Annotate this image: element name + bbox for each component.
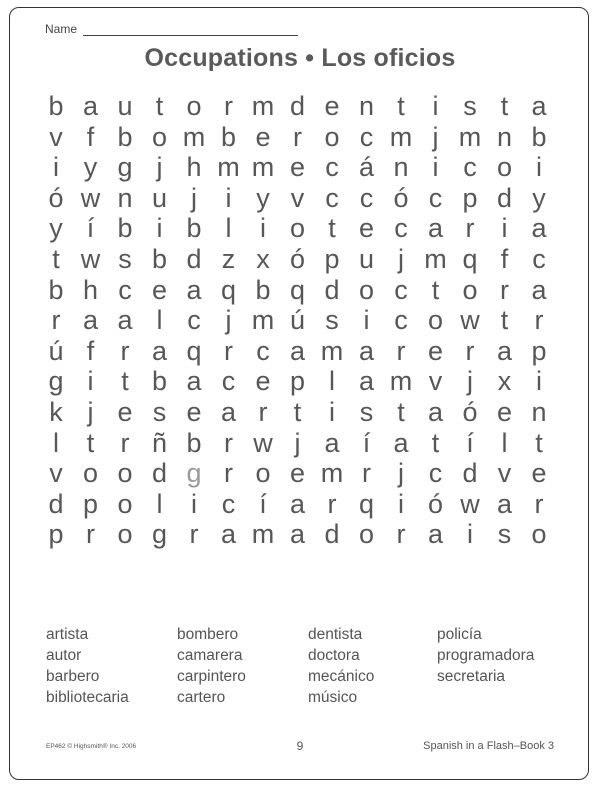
- grid-row: [0, 275, 600, 305]
- grid-letter[interactable]: i: [260, 213, 266, 244]
- grid-row: [0, 397, 600, 427]
- grid-letter[interactable]: m: [389, 366, 413, 397]
- grid-letter[interactable]: c: [118, 274, 132, 305]
- grid-letter[interactable]: b: [255, 274, 271, 305]
- grid-letter[interactable]: w: [253, 427, 273, 458]
- grid-letter[interactable]: u: [151, 182, 168, 213]
- grid-letter[interactable]: i: [501, 213, 508, 244]
- grid-letter[interactable]: m: [251, 91, 275, 121]
- grid-letter[interactable]: y: [256, 182, 270, 213]
- grid-letter[interactable]: q: [358, 488, 375, 519]
- grid-letter[interactable]: e: [255, 366, 271, 397]
- grid-letter[interactable]: j: [294, 427, 301, 458]
- grid-letter[interactable]: r: [120, 427, 130, 458]
- page-title: Occupations • Los oficios: [144, 44, 456, 72]
- grid-letter[interactable]: x: [256, 244, 270, 274]
- grid-letter[interactable]: b: [186, 213, 202, 244]
- grid-letter[interactable]: á: [358, 152, 375, 183]
- grid-letter[interactable]: g: [151, 519, 168, 550]
- grid-letter[interactable]: l: [156, 305, 163, 336]
- grid-letter[interactable]: i: [329, 397, 335, 427]
- grid-letter[interactable]: a: [427, 397, 444, 427]
- grid-letter[interactable]: o: [462, 274, 478, 305]
- grid-letter[interactable]: e: [496, 397, 513, 427]
- grid-letter[interactable]: i: [536, 152, 542, 183]
- grid-letter[interactable]: i: [225, 182, 232, 213]
- grid-letter[interactable]: v: [428, 366, 443, 397]
- grid-letter[interactable]: c: [325, 152, 339, 183]
- grid-letter[interactable]: f: [500, 244, 509, 274]
- grid-letter[interactable]: e: [531, 458, 547, 489]
- grid-letter[interactable]: a: [358, 366, 375, 397]
- word-list-item: programadora: [437, 647, 535, 664]
- grid-letter[interactable]: a: [220, 519, 237, 550]
- grid-letter[interactable]: í: [466, 427, 474, 458]
- grid-letter[interactable]: r: [224, 458, 233, 489]
- grid-letter[interactable]: i: [53, 152, 59, 183]
- grid-letter[interactable]: j: [87, 397, 94, 427]
- grid-letter[interactable]: p: [324, 244, 340, 274]
- grid-letter[interactable]: w: [80, 182, 101, 213]
- grid-letter[interactable]: c: [463, 152, 477, 183]
- grid-row: [0, 244, 600, 274]
- grid-letter[interactable]: b: [531, 121, 547, 152]
- grid-letter[interactable]: b: [151, 366, 168, 397]
- grid-letter[interactable]: p: [82, 488, 99, 519]
- grid-letter[interactable]: m: [320, 335, 344, 366]
- grid-letter[interactable]: e: [289, 152, 306, 183]
- grid-letter[interactable]: d: [289, 91, 306, 121]
- grid-letter[interactable]: n: [393, 152, 409, 183]
- grid-letter[interactable]: d: [324, 519, 340, 550]
- grid-letter[interactable]: d: [48, 488, 64, 519]
- grid-letter[interactable]: r: [120, 335, 130, 366]
- grid-letter[interactable]: v: [49, 458, 63, 489]
- grid-letter[interactable]: c: [359, 182, 374, 213]
- word-list-item: bombero: [177, 626, 239, 643]
- grid-letter[interactable]: a: [496, 488, 513, 519]
- grid-letter[interactable]: a: [82, 91, 99, 121]
- grid-letter[interactable]: s: [463, 91, 477, 121]
- grid-letter[interactable]: v: [497, 458, 512, 489]
- grid-row: [0, 428, 600, 458]
- grid-letter[interactable]: s: [359, 397, 374, 427]
- word-list-item: dentista: [308, 626, 363, 643]
- grid-letter[interactable]: m: [251, 519, 275, 550]
- grid-letter[interactable]: t: [500, 305, 509, 336]
- grid-letter[interactable]: ó: [462, 397, 478, 427]
- grid-letter[interactable]: m: [458, 121, 482, 152]
- grid-letter[interactable]: g: [117, 152, 133, 183]
- grid-letter[interactable]: a: [496, 335, 513, 366]
- grid-letter[interactable]: r: [86, 519, 95, 550]
- grid-letter[interactable]: a: [186, 274, 202, 305]
- grid-letter[interactable]: r: [465, 335, 475, 366]
- grid-letter[interactable]: y: [532, 182, 546, 213]
- grid-letter[interactable]: d: [151, 458, 168, 489]
- copyright-notice: EP462 © Highsmith® Inc. 2006: [46, 743, 137, 750]
- grid-letter[interactable]: t: [431, 274, 440, 305]
- grid-letter[interactable]: s: [497, 519, 512, 550]
- grid-letter[interactable]: a: [531, 274, 547, 305]
- grid-letter[interactable]: ó: [289, 244, 306, 274]
- grid-letter[interactable]: m: [424, 244, 447, 274]
- grid-letter[interactable]: b: [186, 427, 202, 458]
- word-list-item: barbero: [46, 668, 100, 685]
- grid-letter[interactable]: r: [396, 335, 406, 366]
- grid-letter[interactable]: a: [427, 519, 444, 550]
- grid-letter[interactable]: i: [363, 305, 370, 336]
- grid-letter[interactable]: d: [496, 182, 513, 213]
- grid-letter[interactable]: h: [186, 152, 202, 183]
- grid-letter[interactable]: r: [189, 519, 199, 550]
- grid-letter[interactable]: c: [359, 121, 374, 152]
- grid-letter[interactable]: i: [536, 366, 542, 397]
- grid-letter[interactable]: i: [191, 488, 197, 519]
- grid-letter[interactable]: o: [496, 152, 513, 183]
- grid-letter[interactable]: a: [427, 213, 444, 244]
- grid-letter[interactable]: y: [49, 213, 63, 244]
- grid-letter[interactable]: t: [535, 427, 543, 458]
- grid-letter[interactable]: t: [52, 244, 60, 274]
- grid-letter[interactable]: n: [496, 121, 513, 152]
- grid-letter[interactable]: l: [501, 427, 508, 458]
- grid-letter[interactable]: r: [293, 121, 302, 152]
- grid-letter[interactable]: c: [394, 274, 408, 305]
- grid-letter[interactable]: c: [394, 305, 408, 336]
- grid-letter[interactable]: l: [156, 488, 163, 519]
- grid-letter[interactable]: r: [465, 213, 475, 244]
- grid-letter[interactable]: w: [460, 488, 480, 519]
- grid-letter[interactable]: o: [151, 121, 168, 152]
- grid-letter[interactable]: ú: [289, 305, 306, 336]
- grid-letter[interactable]: r: [258, 397, 268, 427]
- grid-letter[interactable]: m: [217, 152, 240, 183]
- grid-letter[interactable]: n: [531, 397, 547, 427]
- grid-letter[interactable]: r: [362, 458, 371, 489]
- grid-letter[interactable]: e: [186, 397, 202, 427]
- grid-letter[interactable]: a: [393, 427, 409, 458]
- grid-letter[interactable]: n: [117, 182, 133, 213]
- grid-letter[interactable]: b: [151, 244, 168, 274]
- grid-letter[interactable]: a: [151, 335, 168, 366]
- grid-letter[interactable]: ó: [427, 488, 444, 519]
- grid-letter[interactable]: r: [224, 427, 233, 458]
- grid-letter[interactable]: r: [534, 305, 544, 336]
- word-list-column-4: [437, 624, 534, 687]
- grid-letter[interactable]: j: [225, 305, 232, 336]
- grid-letter[interactable]: r: [327, 488, 337, 519]
- grid-letter[interactable]: b: [48, 91, 64, 121]
- grid-letter[interactable]: z: [221, 244, 236, 274]
- word-list-column-3: [308, 624, 374, 708]
- grid-letter[interactable]: r: [500, 274, 509, 305]
- grid-letter[interactable]: o: [289, 213, 306, 244]
- grid-letter[interactable]: a: [186, 366, 202, 397]
- grid-letter[interactable]: n: [358, 91, 375, 121]
- grid-letter[interactable]: j: [467, 366, 473, 397]
- grid-letter[interactable]: b: [117, 121, 133, 152]
- grid-letter[interactable]: i: [398, 488, 404, 519]
- grid-letter[interactable]: t: [86, 427, 95, 458]
- grid-letter[interactable]: c: [428, 182, 443, 213]
- grid-letter[interactable]: c: [325, 182, 339, 213]
- name-field: [45, 22, 298, 36]
- grid-row: [0, 183, 600, 213]
- grid-letter[interactable]: r: [396, 519, 406, 550]
- grid-letter[interactable]: b: [117, 213, 133, 244]
- grid-letter[interactable]: o: [117, 458, 133, 489]
- grid-letter[interactable]: r: [224, 91, 233, 121]
- grid-letter[interactable]: b: [220, 121, 237, 152]
- grid-letter[interactable]: w: [80, 244, 101, 274]
- grid-letter[interactable]: j: [432, 121, 439, 152]
- grid-letter[interactable]: e: [289, 458, 306, 489]
- grid-letter[interactable]: j: [191, 182, 197, 213]
- grid-letter[interactable]: i: [432, 152, 439, 183]
- word-list-item: autor: [46, 647, 82, 664]
- grid-letter[interactable]: g: [186, 458, 202, 489]
- grid-letter[interactable]: c: [187, 305, 201, 336]
- word-list-item: músico: [308, 689, 358, 706]
- grid-letter[interactable]: b: [48, 274, 64, 305]
- grid-row: [0, 489, 600, 519]
- name-blank-line[interactable]: [83, 24, 298, 36]
- grid-letter[interactable]: í: [362, 427, 371, 458]
- grid-letter[interactable]: e: [358, 213, 375, 244]
- grid-letter[interactable]: c: [221, 366, 236, 397]
- grid-letter[interactable]: o: [117, 519, 133, 550]
- grid-letter[interactable]: m: [320, 458, 344, 489]
- grid-letter[interactable]: c: [221, 488, 236, 519]
- grid-letter[interactable]: m: [251, 152, 275, 183]
- word-list-item: artista: [46, 626, 89, 643]
- grid-letter[interactable]: w: [460, 305, 480, 336]
- grid-letter[interactable]: s: [118, 244, 132, 274]
- grid-letter[interactable]: e: [151, 274, 168, 305]
- grid-letter[interactable]: m: [389, 121, 413, 152]
- grid-letter[interactable]: q: [462, 244, 478, 274]
- grid-row: [0, 366, 600, 396]
- grid-letter[interactable]: a: [531, 213, 547, 244]
- grid-letter[interactable]: í: [86, 213, 95, 244]
- grid-letter[interactable]: t: [500, 91, 509, 121]
- grid-letter[interactable]: j: [398, 458, 404, 489]
- grid-row: [0, 91, 600, 121]
- grid-letter[interactable]: k: [49, 397, 63, 427]
- grid-letter[interactable]: l: [225, 213, 232, 244]
- grid-letter[interactable]: t: [431, 427, 440, 458]
- book-title: Spanish in a Flash–Book 3: [423, 740, 554, 752]
- grid-letter[interactable]: t: [121, 366, 129, 397]
- grid-letter[interactable]: l: [53, 427, 59, 458]
- grid-letter[interactable]: v: [49, 121, 63, 152]
- grid-letter[interactable]: o: [186, 91, 202, 121]
- grid-letter[interactable]: j: [398, 244, 404, 274]
- grid-letter[interactable]: e: [427, 335, 444, 366]
- grid-letter[interactable]: u: [117, 91, 133, 121]
- grid-row: [0, 213, 600, 243]
- grid-letter[interactable]: f: [86, 121, 95, 152]
- grid-letter[interactable]: i: [87, 366, 94, 397]
- grid-letter[interactable]: o: [324, 121, 340, 152]
- grid-letter[interactable]: m: [251, 305, 275, 336]
- grid-letter[interactable]: p: [462, 182, 478, 213]
- grid-row: [0, 305, 600, 335]
- grid-letter[interactable]: q: [220, 274, 237, 305]
- grid-letter[interactable]: o: [117, 488, 133, 519]
- grid-letter[interactable]: o: [255, 458, 271, 489]
- grid-letter[interactable]: a: [324, 427, 340, 458]
- grid-letter[interactable]: a: [358, 335, 375, 366]
- grid-letter[interactable]: ó: [393, 182, 409, 213]
- grid-letter[interactable]: e: [324, 91, 340, 121]
- grid-letter[interactable]: p: [289, 366, 306, 397]
- grid-letter[interactable]: x: [497, 366, 512, 397]
- grid-letter[interactable]: d: [186, 244, 202, 274]
- grid-row: [0, 458, 600, 488]
- word-list-item: cartero: [177, 689, 226, 706]
- grid-row: [0, 122, 600, 152]
- grid-letter[interactable]: t: [155, 91, 164, 121]
- grid-letter[interactable]: g: [48, 366, 64, 397]
- grid-letter[interactable]: q: [186, 335, 202, 366]
- grid-letter[interactable]: i: [467, 519, 473, 550]
- grid-letter[interactable]: o: [358, 519, 375, 550]
- word-list-item: mecánico: [308, 668, 375, 685]
- grid-letter[interactable]: c: [394, 213, 408, 244]
- grid-letter[interactable]: o: [427, 305, 444, 336]
- grid-letter[interactable]: s: [325, 305, 339, 336]
- grid-letter[interactable]: c: [428, 458, 443, 489]
- word-list-item: carpintero: [177, 668, 246, 685]
- name-label: Name: [45, 22, 78, 36]
- grid-letter[interactable]: a: [289, 519, 306, 550]
- grid-letter[interactable]: u: [358, 244, 375, 274]
- grid-letter[interactable]: h: [82, 274, 99, 305]
- grid-letter[interactable]: s: [152, 397, 167, 427]
- grid-letter[interactable]: v: [290, 182, 305, 213]
- grid-letter[interactable]: r: [51, 305, 61, 336]
- grid-letter[interactable]: a: [289, 488, 306, 519]
- grid-letter[interactable]: ó: [48, 182, 64, 213]
- grid-letter[interactable]: y: [83, 152, 98, 183]
- grid-row: [0, 152, 600, 182]
- grid-letter[interactable]: í: [259, 488, 267, 519]
- grid-letter[interactable]: a: [220, 397, 237, 427]
- grid-letter[interactable]: d: [462, 458, 478, 489]
- grid-letter[interactable]: i: [156, 213, 163, 244]
- grid-row: [0, 519, 600, 549]
- word-list-item: secretaria: [437, 668, 506, 685]
- grid-letter[interactable]: t: [328, 213, 336, 244]
- grid-letter[interactable]: e: [255, 121, 271, 152]
- grid-letter[interactable]: a: [289, 335, 306, 366]
- grid-letter[interactable]: a: [531, 91, 547, 121]
- grid-letter[interactable]: c: [256, 335, 270, 366]
- word-list-column-2: [177, 624, 246, 708]
- grid-row: [0, 336, 600, 366]
- word-list-item: policía: [437, 626, 482, 643]
- grid-letter[interactable]: t: [397, 397, 405, 427]
- grid-letter[interactable]: p: [531, 335, 547, 366]
- word-list-column-1: [46, 624, 129, 708]
- grid-letter[interactable]: a: [82, 305, 99, 336]
- word-list-item: doctora: [308, 647, 360, 664]
- page-number: 9: [296, 739, 304, 753]
- grid-letter[interactable]: l: [329, 366, 335, 397]
- grid-letter[interactable]: f: [86, 335, 95, 366]
- grid-letter[interactable]: d: [324, 274, 340, 305]
- grid-letter[interactable]: o: [82, 458, 99, 489]
- grid-letter[interactable]: ñ: [151, 427, 168, 458]
- grid-letter[interactable]: t: [293, 397, 302, 427]
- grid-letter[interactable]: o: [531, 519, 547, 550]
- grid-letter[interactable]: i: [432, 91, 439, 121]
- grid-letter[interactable]: r: [224, 335, 233, 366]
- grid-letter[interactable]: r: [534, 488, 544, 519]
- grid-letter[interactable]: m: [182, 121, 206, 152]
- grid-letter[interactable]: e: [117, 397, 133, 427]
- grid-letter[interactable]: q: [289, 274, 306, 305]
- grid-letter[interactable]: t: [397, 91, 405, 121]
- grid-letter[interactable]: j: [156, 152, 163, 183]
- grid-letter[interactable]: a: [117, 305, 133, 336]
- word-list-item: camarera: [177, 647, 243, 664]
- grid-letter[interactable]: o: [358, 274, 375, 305]
- grid-letter[interactable]: ú: [48, 335, 64, 366]
- word-list-item: bibliotecaria: [46, 689, 129, 706]
- grid-letter[interactable]: c: [532, 244, 546, 274]
- grid-letter[interactable]: p: [48, 519, 64, 550]
